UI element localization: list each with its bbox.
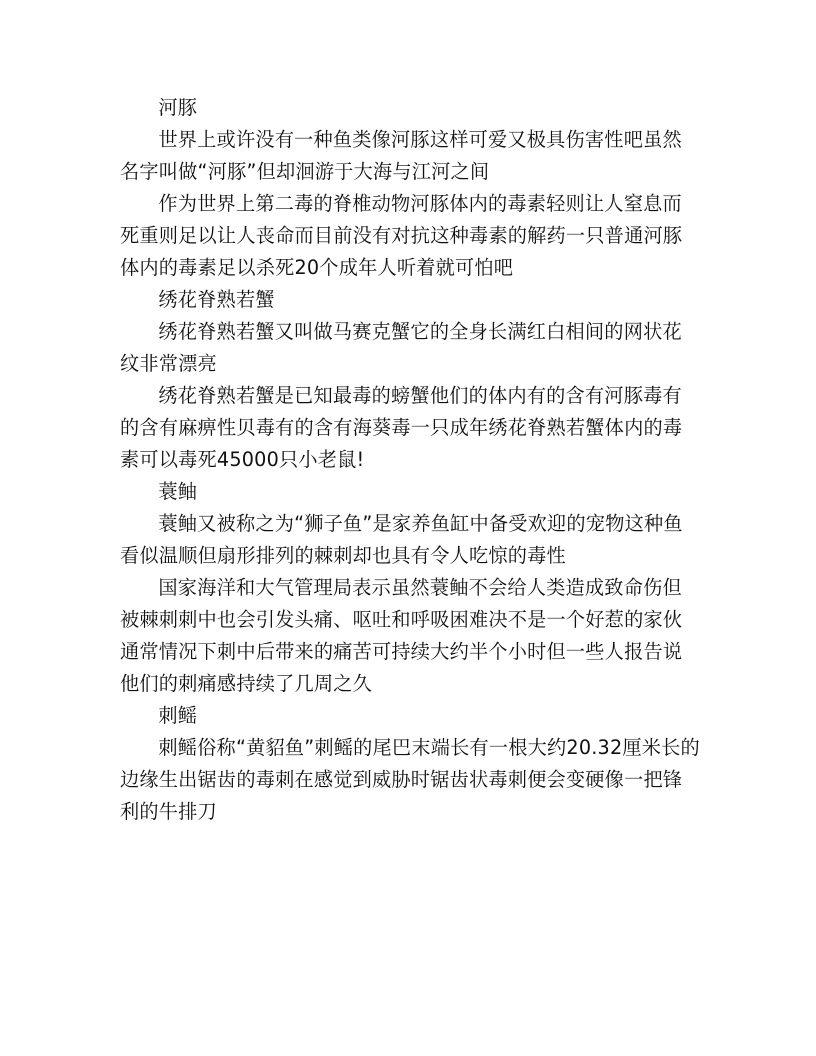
heading-pufferfish: 河豚 <box>158 96 198 119</box>
document-body <box>120 92 700 828</box>
paragraph-pufferfish-toxin: 作为世界上第二毒的脊椎动物河豚体内的毒素轻则让人窒息而死重则足以让人丧命而目前没有对抗这种毒素的解药一只普通河豚体内的毒素足以杀死20个成年人听着就可怕吧 <box>120 192 683 279</box>
paragraph-mosaic-crab-intro: 绣花脊熟若蟹又叫做马赛克蟹它的全身长满红白相间的网状花纹非常漂亮 <box>120 320 682 375</box>
paragraph-pufferfish-intro: 世界上或许没有一种鱼类像河豚这样可爱又极具伤害性吧虽然名字叫做“河豚”但却洄游于大海与江河之间 <box>120 128 682 183</box>
paragraph-mosaic-crab-toxin: 绣花脊熟若蟹是已知最毒的螃蟹他们的体内有的含有河豚毒有的含有麻痹性贝毒有的含有海葵毒一只成年绣花脊熟若蟹体内的毒素可以毒死45000只小老鼠! <box>120 384 683 471</box>
heading-stingray: 刺鳐 <box>158 704 198 727</box>
heading-lionfish: 蓑鲉 <box>158 480 198 503</box>
paragraph-lionfish-sting: 国家海洋和大气管理局表示虽然蓑鲉不会给人类造成致命伤但被棘刺刺中也会引发头痛、呕吐和呼吸困难决不是一个好惹的家伙通常情况下刺中后带来的痛苦可持续大约半个小时但一些人报告说他们的刺痛感持续了几周之久 <box>120 576 683 695</box>
heading-mosaic-crab: 绣花脊熟若蟹 <box>158 288 275 311</box>
paragraph-lionfish-intro: 蓑鲉又被称之为“狮子鱼”是家养鱼缸中备受欢迎的宠物这种鱼看似温顺但扇形排列的棘刺却也具有令人吃惊的毒性 <box>120 512 683 567</box>
paragraph-stingray: 刺鳐俗称“黄貂鱼”刺鳐的尾巴末端长有一根大约20.32厘米长的边缘生出锯齿的毒刺在感觉到威胁时锯齿状毒刺便会变硬像一把锋利的牛排刀 <box>120 736 700 823</box>
